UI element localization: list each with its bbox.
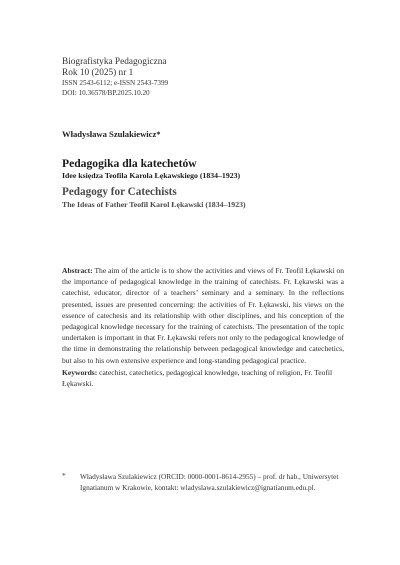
title-block (62, 157, 362, 210)
keywords (62, 367, 344, 389)
journal-issn: ISSN 2543-6112; e-ISSN 2543-7399 (62, 79, 169, 87)
journal-volume: Rok 10 (2025) nr 1 (62, 68, 134, 78)
abstract-text: The aim of the article is to show the activities and views of Fr. Teofil Łękawski on the importance of pedagogical knowledge in the training of catechists. Fr. Łękawski was a catechist, educator, director of a teachers’ seminary and a seminary. In the reflections presented, issues are presented concerning: the activities of Fr. Łękawski, his views on the essence of catechesis and its relationship with other disciplines, and his conception of the pedagogical knowledge necessary for the training of catechists. The presentation of the topic undertaken is important in that Fr. Łękawski refers not only to the pedagogical knowledge of the time in demonstrating the relationship between pedagogical knowledge and catechetics, but also to his own extensive experience and long-standing pedagogical practice. (62, 266, 344, 365)
subtitle-polish: Idee księdza Teofila Karola Łękawskiego (1834–1923) (62, 171, 241, 180)
journal-info (62, 57, 342, 98)
journal-doi: DOI: 10.36578/BP.2025.10.20 (62, 88, 150, 97)
footnote-mark: * (62, 471, 66, 480)
abstract (62, 265, 344, 366)
keywords-text: catechist, catechetics, pedagogical knowledge, teaching of religion, Fr. Teofil Łękawski. (62, 368, 333, 389)
author-name: Władysława Szulakiewicz* (62, 129, 161, 139)
keywords-label: Keywords: (62, 368, 98, 377)
footnote (62, 472, 344, 493)
abstract-label: Abstract: (62, 266, 93, 275)
subtitle-english: The Ideas of Father Teofil Karol Łękawski (1834–1923) (62, 200, 246, 209)
title-english: Pedagogy for Catechists (62, 186, 177, 198)
footnote-text: Władysława Szulakiewicz (ORCID: 0000-0001-8614-2955) – prof. dr hab., Uniwersytet Ignatianum w Krakowie, kontakt: wladyslawa.szulakiewicz@ignatianum.edu.pl. (80, 472, 339, 492)
title-polish: Pedagogika dla katechetów (62, 157, 197, 170)
journal-name: Biografistyka Pedagogiczna (62, 57, 167, 67)
